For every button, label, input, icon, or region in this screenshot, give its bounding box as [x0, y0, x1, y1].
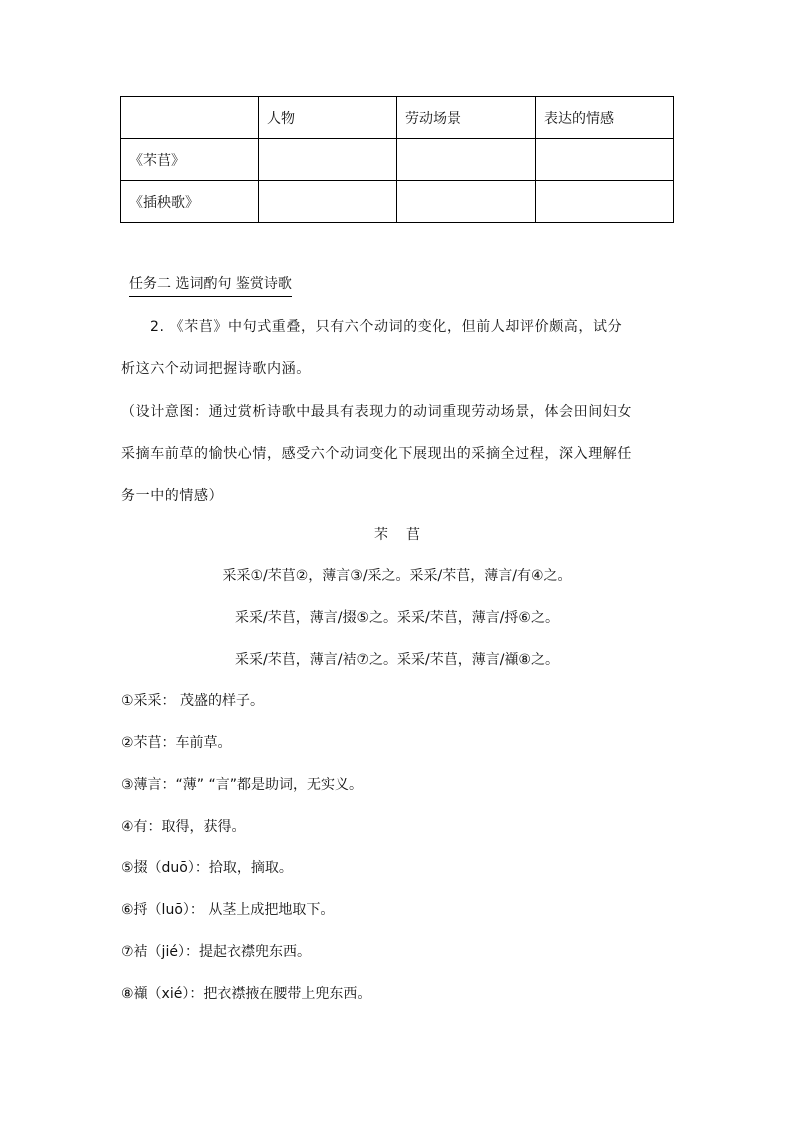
question-text-line: 2. 《芣苢》中句式重叠，只有六个动词的变化，但前人却评价颇高，试分: [150, 319, 623, 335]
poem-line: 采采/芣苢，薄言/袺⑦之。采采/芣苢，薄言/襭⑧之。: [235, 652, 559, 668]
annotation-note: ⑦袺（jié）：提起衣襟兜东西。: [121, 944, 311, 960]
poem-title: 芣苢: [374, 527, 438, 543]
table-cell: [397, 139, 536, 181]
design-intent-line: 务一中的情感）: [121, 488, 224, 504]
table-cell: [397, 181, 536, 223]
table-cell: 《芣苢》: [121, 139, 259, 181]
annotation-note: ③薄言：“薄” “言”都是助词，无实义。: [121, 777, 364, 793]
table-cell: 《插秧歌》: [121, 181, 259, 223]
annotation-note: ④有：取得，获得。: [121, 819, 246, 835]
table-header-cell: 表达的情感: [536, 97, 674, 139]
poem-line: 采采①/芣苢②，薄言③/采之。采采/芣苢，薄言/有④之。: [222, 568, 572, 584]
task-heading: 任务二 选词酌句 鉴赏诗歌: [129, 274, 292, 297]
poem-line: 采采/芣苢，薄言/掇⑤之。采采/芣苢，薄言/捋⑥之。: [235, 610, 559, 626]
design-intent-line: （设计意图：通过赏析诗歌中最具有表现力的动词重现劳动场景，体会田间妇女: [121, 404, 632, 420]
table-row: [121, 139, 674, 181]
annotation-note: ②芣苢：车前草。: [121, 735, 232, 751]
question-text-line: 析这六个动词把握诗歌内涵。: [121, 361, 311, 377]
table-header-cell: 人物: [259, 97, 397, 139]
table-cell: [536, 139, 674, 181]
table-header-cell: 劳动场景: [397, 97, 536, 139]
table-row: [121, 181, 674, 223]
table-header-row: [121, 97, 674, 139]
table-cell: [259, 139, 397, 181]
comparison-table: [120, 96, 674, 223]
annotation-note: ①采采： 茂盛的样子。: [121, 693, 265, 709]
table-cell: [259, 181, 397, 223]
annotation-note: ⑤掇（duō）：拾取，摘取。: [121, 860, 293, 876]
annotation-note: ⑧襭（xié）：把衣襟掖在腰带上兜东西。: [121, 986, 372, 1002]
table-header-cell: [121, 97, 259, 139]
table-cell: [536, 181, 674, 223]
design-intent-line: 采摘车前草的愉快心情，感受六个动词变化下展现出的采摘全过程，深入理解任: [121, 446, 632, 462]
annotation-note: ⑥捋（luō）： 从茎上成把地取下。: [121, 902, 335, 918]
